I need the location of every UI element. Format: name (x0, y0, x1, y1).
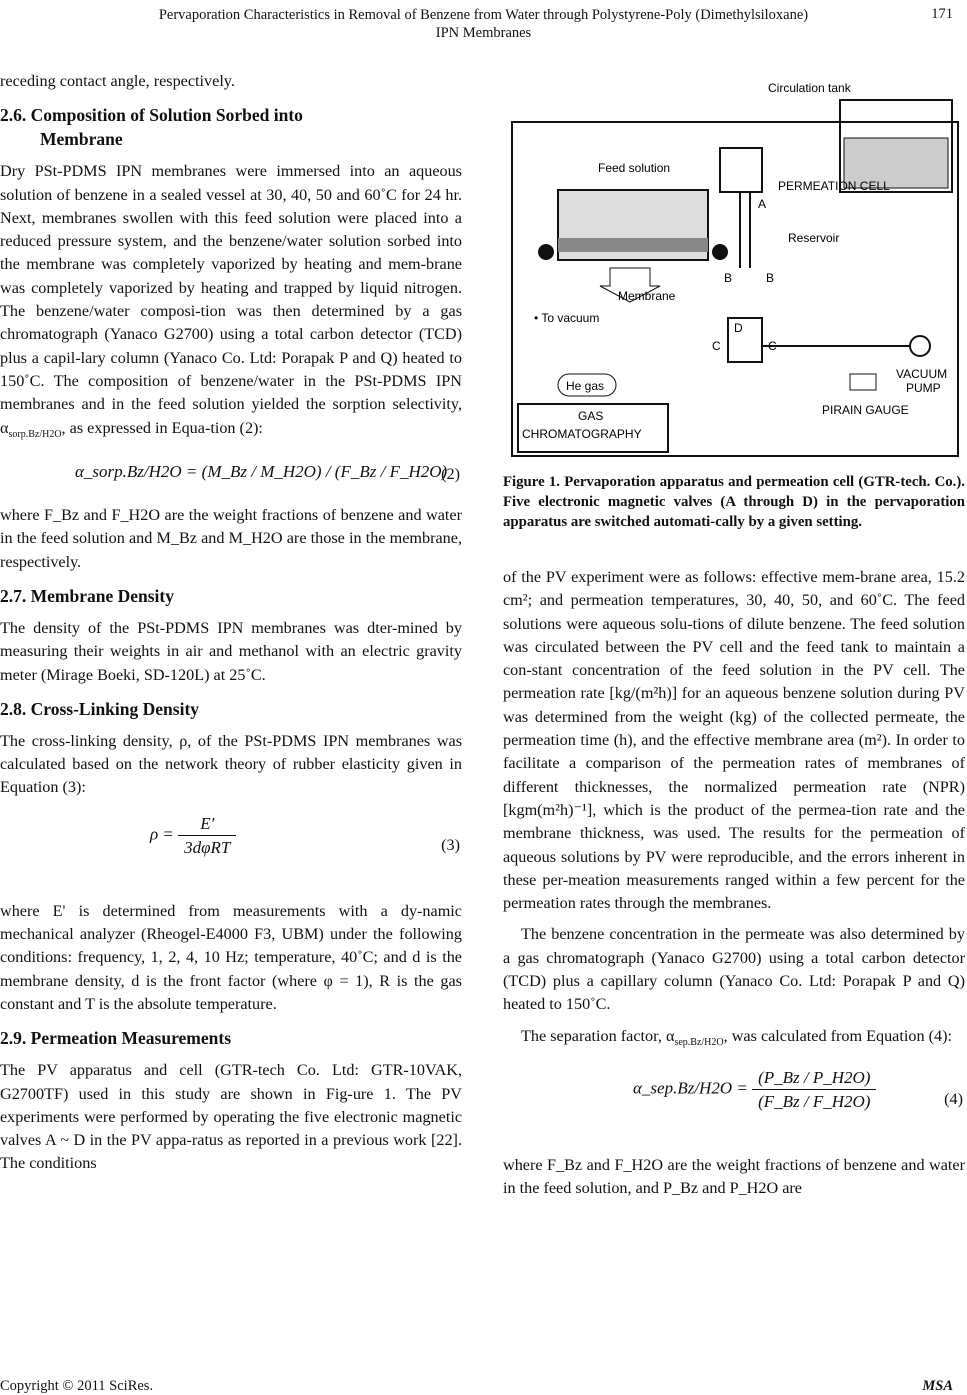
subscript: sorp.Bz/H2O (8, 428, 62, 440)
paragraph: The benzene concentration in the permeate was also determined by a gas chromatograph (Yanaco G2700) using a total carbon detector (TCD) plus a capillary column (Yanaco Co. Ltd: Porapak P and Q) heated to 150˚C. (503, 925, 965, 1014)
paragraph (0, 160, 462, 446)
gc-label: CHROMATOGRAPHY (522, 427, 642, 441)
equation-2 (0, 454, 462, 494)
right-column (503, 472, 965, 1201)
cell-bolt-right (712, 244, 728, 260)
numerator: E′ (178, 812, 236, 836)
paragraph: where F_Bz and F_H2O are the weight fractions of benzene and water in the feed solution and M_Bz and M_H2O are those in the membrane, respectively. (0, 506, 462, 571)
equation-number: (4) (944, 1090, 963, 1109)
equation-body (633, 1066, 876, 1114)
figure-caption: Figure 1. Pervaporation apparatus and permeation cell (GTR-tech. Co.). Five electronic magnetic valves (A through D) in the pervaporation apparatus are switched automati-cally by a given setting. (503, 474, 965, 530)
section-heading-2-6 (0, 103, 462, 151)
copyright-notice: Copyright © 2011 SciRes. (0, 1378, 154, 1394)
journal-abbrev: MSA (922, 1378, 953, 1394)
valve-d-label: D (734, 321, 743, 335)
pirain-gauge-icon (850, 374, 876, 390)
membrane-layer (558, 238, 708, 252)
apparatus-diagram (510, 78, 960, 458)
section-title: Composition of Solution Sorbed into (30, 105, 303, 126)
paragraph: where E' is determined from measurements with a dy-namic mechanical analyzer (Rheogel-E4000 F3, UBM) under the following conditions: frequency, 1, 2, 4, 10 Hz; temperature, 40˚C; and d is the membrane density, d is the front factor (where φ = 1), R is the gas constant and T is the absolute temperature. (0, 901, 462, 1013)
membrane-label: Membrane (618, 289, 676, 303)
permeation-cell-label: PERMEATION CELL (778, 179, 890, 193)
section-heading-2-7: 2.7. Membrane Density (0, 585, 175, 606)
vacuum-pump-icon (910, 336, 930, 356)
to-vacuum-label: • To vacuum (534, 311, 600, 325)
running-header (0, 6, 967, 42)
vacuum-pump-label: VACUUM (896, 367, 948, 381)
equation-3 (0, 808, 462, 890)
gc-label: GAS (578, 409, 604, 423)
valve-b-label: B (766, 271, 775, 285)
he-gas-label: He gas (566, 379, 605, 393)
equation-4 (503, 1062, 965, 1144)
pirain-gauge-label: PIRAIN GAUGE (822, 403, 909, 417)
valve-c-label: C (768, 339, 777, 353)
cell-bolt-left (538, 244, 554, 260)
paragraph: where F_Bz and F_H2O are the weight fractions of benzene and water in the feed solution, and P_Bz and P_H2O are (503, 1156, 965, 1198)
paragraph: receding contact angle, respectively. (0, 72, 235, 90)
valve-a-label: A (758, 197, 767, 211)
paragraph: The cross-linking density, ρ, of the PSt-PDMS IPN membranes was calculated based on the network theory of rubber elasticity given in Equation (3): (0, 731, 462, 797)
subscript: sep.Bz/H2O (674, 1036, 724, 1048)
paragraph: The PV apparatus and cell (GTR-tech Co. Ltd: GTR-10VAK, G2700TF) used in this study are shown in Fig-ure 1. The PV experiments were performed by operating the five electronic magnetic valves A ~ D in the PV appa-ratus as reported in a previous work [22]. The conditions (0, 1061, 462, 1173)
vacuum-pump-label: PUMP (906, 381, 941, 395)
paragraph-text: Dry PSt-PDMS IPN membranes were immersed into an aqueous solution of benzene in a sealed vessel at 30, 40, 50 and 60˚C for 24 hr. Next, membranes swollen with this feed solution were placed into a reduced pressure system, and the benzene/water solution sorbed into the membrane was completely vaporized by heating and mem-brane was completely vaporized by heating and trapped by liquid nitrogen. The benzene/water composi-tion was then determined by a gas chromatograph (Yanaco G2700) using a total carbon detector (TCD) plus a capil-lary column (Yanaco Co. Ltd: Porapak P and Q) heated to 150˚C. The composition of benzene/water in the PSt-PDMS IPN membranes and in the feed solution yielded the sorption selectivity, α (0, 162, 462, 437)
section-heading-2-9: 2.9. Permeation Measurements (0, 1028, 232, 1049)
feed-solution-label: Feed solution (598, 161, 671, 175)
equation-number: (3) (441, 835, 460, 854)
cell-top (720, 148, 762, 192)
equation-fraction (178, 812, 236, 860)
equation-body: α_sorp.Bz/H2O = (M_Bz / M_H2O) / (F_Bz / F_H2O) (75, 462, 448, 482)
section-number: 2.6. (0, 105, 27, 126)
paragraph: The density of the PSt-PDMS IPN membranes was dter-mined by measuring their weights in air and methanol with an electric gravity meter (Mirage Boeki, SD-120L) at 25˚C. (0, 618, 462, 684)
left-column (0, 70, 462, 1176)
equation-body (150, 812, 236, 860)
equation-fraction (752, 1066, 876, 1114)
denominator: (F_Bz / F_H2O) (758, 1092, 871, 1112)
reservoir-label: Reservoir (788, 231, 840, 245)
paragraph-text: , as expressed in Equa-tion (2): (61, 418, 263, 437)
valve-c-label: C (712, 339, 721, 353)
circulation-tank-label: Circulation tank (768, 81, 851, 95)
denominator: 3dφRT (184, 838, 231, 858)
section-heading-2-8: 2.8. Cross-Linking Density (0, 698, 200, 719)
header-title-line2: IPN Membranes (435, 25, 532, 41)
header-title-line1: Pervaporation Characteristics in Removal of Benzene from Water through Polystyrene-Poly (Dimethylsiloxane) (158, 7, 809, 23)
figure-1-diagram (510, 78, 960, 458)
paragraph (503, 1025, 965, 1055)
equation-lhs: α_sep.Bz/H2O = (633, 1078, 748, 1098)
paragraph-text: The separation factor, α (521, 1026, 675, 1045)
equation-lhs: ρ = (150, 824, 174, 844)
section-title-cont: Membrane (40, 129, 123, 150)
paragraph: of the PV experiment were as follows: effective mem-brane area, 15.2 cm²; and permeation temperatures, 30, 40, 50, and 60˚C. The feed solutions were aqueous solu-tions of dilute benzene. The feed solution was circulated between the PV cell and the feed tank to maintain a con-stant concentration of the feed solution in the PV cell. The permeation rate [kg/(m²h)] for an aqueous benzene solution during PV was determined from the weight (kg) of the collected permeate, the permeation time (h), and the effective membrane area (m²). In order to facilitate a comparison of the permeation rates of membranes of different thicknesses, the normalized permeation rate (NPR) [kgm(m²h)⁻¹], which is the product of the permea-tion rate and the membrane thickness, was used. The results for the permeation of aqueous solutions by PV were reproducible, and the errors inherent in these per-meation measurements ranged within a few percent for the permeation rates through the membranes. (503, 568, 965, 913)
paragraph-text: , was calculated from Equation (4): (723, 1026, 952, 1045)
page-number: 171 (931, 6, 953, 22)
valve-b-label: B (724, 271, 733, 285)
equation-number: (2) (441, 465, 460, 484)
numerator: (P_Bz / P_H2O) (752, 1066, 876, 1090)
